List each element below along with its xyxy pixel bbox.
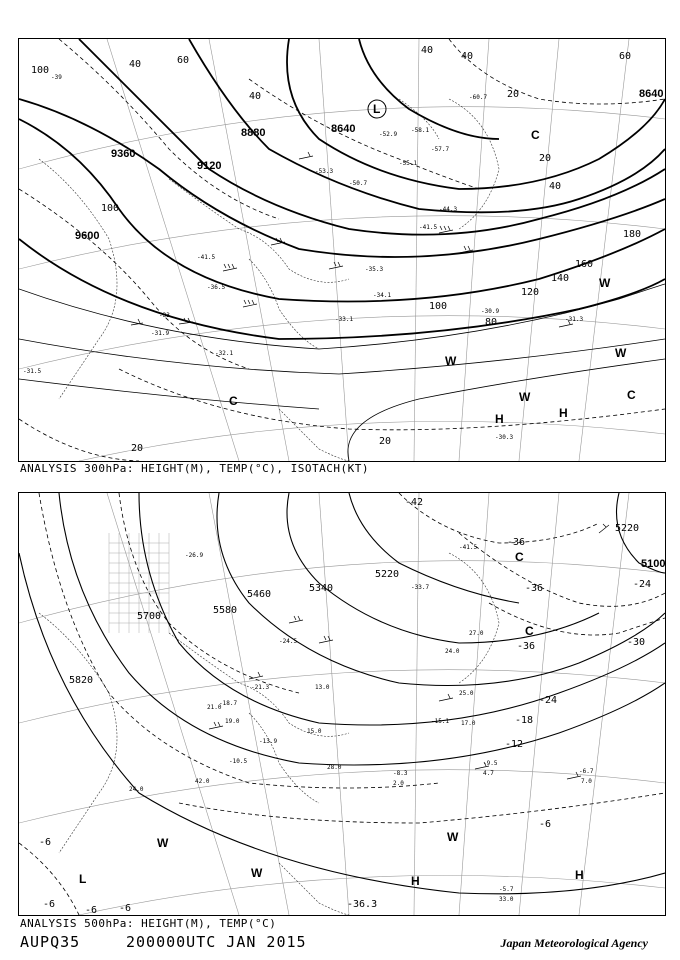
chart-code: AUPQ35 bbox=[20, 933, 81, 951]
temp-label: -58.1 bbox=[411, 127, 430, 134]
height-label-5460: 5460 bbox=[247, 589, 272, 600]
obs-value: 42.0 bbox=[195, 778, 210, 785]
temp-label: -36 bbox=[507, 537, 526, 548]
obs-value: 15.0 bbox=[307, 728, 322, 735]
temp-label: -21.3 bbox=[251, 684, 270, 691]
temp-label: -15.1 bbox=[431, 718, 450, 725]
isotach-label: 160 bbox=[575, 259, 594, 270]
temp-label: -36 bbox=[517, 641, 536, 652]
isotach-label: 20 bbox=[379, 436, 392, 447]
isotach-label: 20 bbox=[539, 153, 552, 164]
temp-label: -42 bbox=[405, 497, 424, 508]
height-label-5580: 5580 bbox=[213, 605, 238, 616]
temp-label: -6 bbox=[119, 903, 132, 914]
graticule-parallels bbox=[19, 561, 665, 915]
obs-value: 2.0 bbox=[393, 780, 404, 787]
temp-label: -6 bbox=[39, 837, 52, 848]
caption-500hpa: ANALYSIS 500hPa: HEIGHT(M), TEMP(°C) bbox=[20, 917, 277, 930]
temp-label: -60.7 bbox=[469, 94, 488, 101]
temp-label: -31.5 bbox=[23, 368, 42, 375]
temp-label: -10.5 bbox=[229, 758, 248, 765]
temp-label: -31.9 bbox=[151, 330, 170, 337]
temp-label: -35.3 bbox=[365, 266, 384, 273]
valid-time: 200000UTC JAN 2015 bbox=[126, 933, 307, 951]
system-symbol-high: H bbox=[411, 874, 420, 888]
temp-label: -39 bbox=[51, 74, 62, 81]
temp-label: -5.7 bbox=[499, 886, 514, 893]
temp-label: -6 bbox=[43, 899, 56, 910]
isotach-label: 80 bbox=[485, 317, 498, 328]
obs-value: 27.0 bbox=[469, 630, 484, 637]
caption-300hpa: ANALYSIS 300hPa: HEIGHT(M), TEMP(°C), ISOTACH(KT) bbox=[20, 462, 370, 475]
temp-label: -33.1 bbox=[335, 316, 354, 323]
temp-label: -24 bbox=[633, 579, 652, 590]
temp-label: -41.5 bbox=[197, 254, 216, 261]
isotach-label: 100 bbox=[31, 65, 50, 76]
temp-label: -26.9 bbox=[185, 552, 204, 559]
temp-label: -44.3 bbox=[439, 206, 458, 213]
system-symbol-cold: C bbox=[229, 394, 238, 408]
temp-label: -33.7 bbox=[411, 584, 430, 591]
system-symbol-warm: W bbox=[615, 346, 627, 360]
temp-label: -33 bbox=[159, 312, 170, 319]
temp-label: -36.3 bbox=[347, 899, 378, 910]
system-symbol-warm: W bbox=[447, 830, 459, 844]
isotherm-contours bbox=[19, 493, 665, 915]
isotach-label: 60 bbox=[619, 51, 632, 62]
height-label-9360: 9360 bbox=[111, 148, 136, 160]
obs-value: 28.0 bbox=[327, 764, 342, 771]
height-label-5100: 5100 bbox=[641, 558, 665, 570]
map-300hpa-svg bbox=[19, 39, 665, 461]
temp-label: -9.5 bbox=[483, 760, 498, 767]
isotach-label: 40 bbox=[461, 51, 474, 62]
temp-label: -18.7 bbox=[219, 700, 238, 707]
obs-value: 4.7 bbox=[483, 770, 494, 777]
analysis-300hpa-map bbox=[18, 38, 666, 462]
agency-name: Japan Meteorological Agency bbox=[500, 936, 648, 950]
temp-label: -41.5 bbox=[419, 224, 438, 231]
height-label-8640-a: 8640 bbox=[331, 123, 356, 135]
obs-value: 13.0 bbox=[315, 684, 330, 691]
isotach-label: 40 bbox=[249, 91, 262, 102]
temp-label: -36 bbox=[525, 583, 544, 594]
isotach-label: 60 bbox=[177, 55, 190, 66]
obs-value: 19.0 bbox=[225, 718, 240, 725]
isotach-labels bbox=[31, 45, 641, 454]
obs-value: 7.0 bbox=[581, 778, 592, 785]
isotach-label: 100 bbox=[101, 203, 120, 214]
temp-label: -50.7 bbox=[349, 180, 368, 187]
system-symbol-warm: W bbox=[445, 354, 457, 368]
isotach-label: 20 bbox=[131, 443, 144, 454]
height-label-5700: 5700 bbox=[137, 611, 162, 622]
temp-label: -55.1 bbox=[399, 160, 418, 167]
temp-label: -41.5 bbox=[459, 544, 478, 551]
temp-label: -6 bbox=[539, 819, 552, 830]
temp-label: -53.3 bbox=[315, 168, 334, 175]
temp-label: -24.5 bbox=[279, 638, 298, 645]
temperature-labels bbox=[23, 74, 583, 441]
system-symbol-warm: W bbox=[157, 836, 169, 850]
height-label-5220-a: 5220 bbox=[375, 569, 400, 580]
system-symbol-cold: C bbox=[531, 128, 540, 142]
system-symbol-warm: W bbox=[519, 390, 531, 404]
coastlines bbox=[39, 99, 499, 461]
height-label-9120: 9120 bbox=[197, 160, 222, 172]
system-symbol-low: L bbox=[79, 872, 87, 886]
temp-label: -34.1 bbox=[373, 292, 392, 299]
temp-label: -52.9 bbox=[379, 131, 398, 138]
height-label-9600: 9600 bbox=[75, 230, 100, 242]
temp-label: -18 bbox=[515, 715, 534, 726]
system-symbol-cold: C bbox=[515, 550, 524, 564]
height-labels bbox=[69, 523, 665, 686]
system-symbol-low: L bbox=[373, 102, 381, 116]
system-symbol-cold: C bbox=[627, 388, 636, 402]
temperature-labels bbox=[39, 497, 651, 915]
obs-value: 25.0 bbox=[459, 690, 474, 697]
isotach-label: 140 bbox=[551, 273, 570, 284]
temp-label: -30.3 bbox=[495, 434, 514, 441]
temp-label: -57.7 bbox=[431, 146, 450, 153]
height-label-5340: 5340 bbox=[309, 583, 334, 594]
temp-label: -36.5 bbox=[207, 284, 226, 291]
isotach-label: 40 bbox=[421, 45, 434, 56]
temp-label: -6 bbox=[85, 905, 98, 915]
height-label-5820: 5820 bbox=[69, 675, 94, 686]
system-symbol-high: H bbox=[495, 412, 504, 426]
system-symbol-warm: W bbox=[599, 276, 611, 290]
system-symbol-cold: C bbox=[525, 624, 534, 638]
isotherm-contours bbox=[19, 39, 665, 461]
obs-value: 21.0 bbox=[207, 704, 222, 711]
analysis-500hpa-map bbox=[18, 492, 666, 916]
temp-label: -13.9 bbox=[259, 738, 278, 745]
obs-value: 24.0 bbox=[445, 648, 460, 655]
system-symbol-high: H bbox=[575, 868, 584, 882]
isotach-label: 100 bbox=[429, 301, 448, 312]
temp-label: -32.1 bbox=[215, 350, 234, 357]
map-500hpa-svg bbox=[19, 493, 665, 915]
height-label-5220-b: 5220 bbox=[615, 523, 640, 534]
isotach-label: 40 bbox=[549, 181, 562, 192]
temp-label: -6.7 bbox=[579, 768, 594, 775]
height-label-8880: 8880 bbox=[241, 127, 266, 139]
isotach-label: 40 bbox=[129, 59, 142, 70]
obs-value: 24.0 bbox=[129, 786, 144, 793]
system-symbol-warm: W bbox=[251, 866, 263, 880]
height-contours bbox=[19, 39, 665, 339]
obs-value: 17.0 bbox=[461, 720, 476, 727]
isotach-label: 180 bbox=[623, 229, 642, 240]
height-label-8640-b: 8640 bbox=[639, 88, 664, 100]
temp-label: -31.3 bbox=[565, 316, 584, 323]
temp-label: -24 bbox=[539, 695, 558, 706]
system-symbol-high: H bbox=[559, 406, 568, 420]
temp-label: -12 bbox=[505, 739, 524, 750]
isotach-label: 20 bbox=[507, 89, 520, 100]
temp-label: -30 bbox=[627, 637, 646, 648]
obs-value: 33.0 bbox=[499, 896, 514, 903]
coastlines bbox=[39, 553, 499, 915]
temp-label: -8.3 bbox=[393, 770, 408, 777]
temp-label: -30.9 bbox=[481, 308, 500, 315]
isotach-label: 120 bbox=[521, 287, 540, 298]
